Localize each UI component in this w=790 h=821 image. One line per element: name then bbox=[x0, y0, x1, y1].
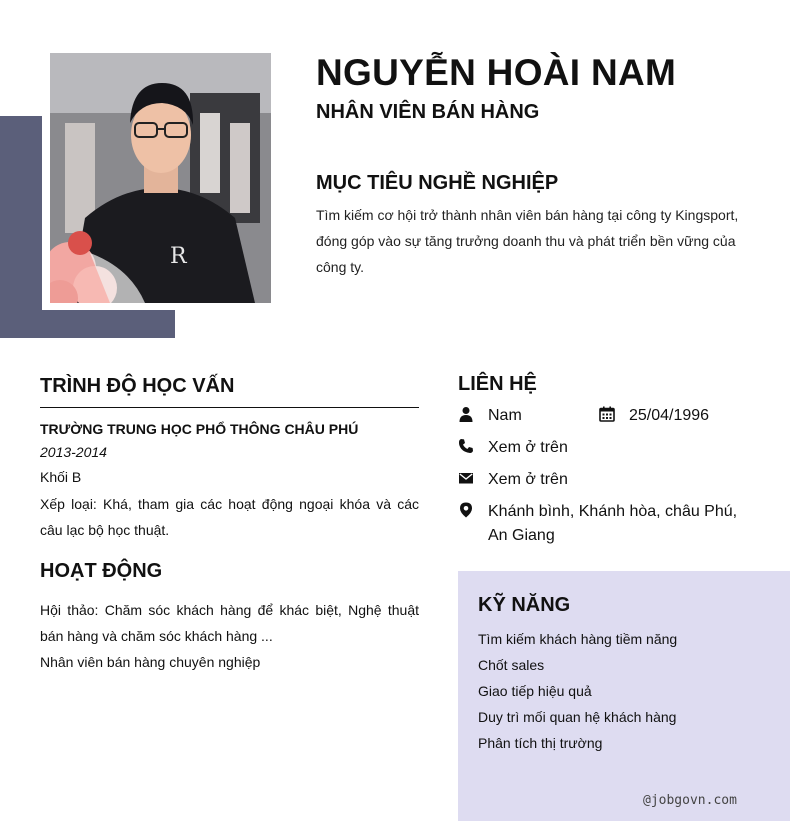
watermark: @jobgovn.com bbox=[643, 793, 737, 808]
skill-item: Tìm kiếm khách hàng tiềm năng bbox=[478, 631, 678, 647]
contact-phone bbox=[458, 436, 568, 460]
skill-item: Phân tích thị trường bbox=[478, 735, 603, 751]
education-heading: TRÌNH ĐỘ HỌC VẤN bbox=[40, 375, 235, 397]
activities-list bbox=[40, 597, 419, 675]
contact-address bbox=[458, 500, 758, 548]
school-name: TRƯỜNG TRUNG HỌC PHỔ THÔNG CHÂU PHÚ bbox=[40, 421, 359, 437]
skills-panel bbox=[458, 571, 790, 821]
skills-heading: KỸ NĂNG bbox=[478, 594, 571, 616]
person-icon bbox=[458, 406, 474, 422]
address-value: Khánh bình, Khánh hòa, châu Phú, An Giang bbox=[488, 503, 738, 544]
skill-item: Chốt sales bbox=[478, 657, 545, 673]
school-grade: Khối B bbox=[40, 469, 82, 485]
mail-icon bbox=[458, 470, 474, 486]
decorative-side-bar bbox=[0, 116, 42, 338]
objective-text: Tìm kiếm cơ hội trở thành nhân viên bán hàng tại công ty Kingsport, đóng góp vào sự tăng trưởng doanh thu và phát triển bền vững của công ty. bbox=[316, 207, 739, 275]
job-title: NHÂN VIÊN BÁN HÀNG bbox=[316, 101, 540, 123]
contact-dob bbox=[599, 404, 709, 428]
school-years: 2013-2014 bbox=[40, 444, 107, 460]
skill-item: Duy trì mối quan hệ khách hàng bbox=[478, 709, 677, 725]
skill-item: Giao tiếp hiệu quả bbox=[478, 683, 592, 699]
education-divider bbox=[40, 407, 419, 408]
dob-value: 25/04/1996 bbox=[629, 407, 710, 424]
email-value: Xem ở trên bbox=[488, 471, 568, 488]
skills-list bbox=[478, 626, 677, 756]
activity-item: Nhân viên bán hàng chuyên nghiệp bbox=[40, 654, 261, 670]
education-note: Xếp loại: Khá, tham gia các hoạt động ngoại khóa và các câu lạc bộ học thuật. bbox=[40, 496, 419, 538]
contact-email bbox=[458, 468, 568, 492]
candidate-name: NGUYỄN HOÀI NAM bbox=[316, 52, 677, 93]
calendar-icon bbox=[599, 406, 615, 422]
contact-heading: LIÊN HỆ bbox=[458, 373, 537, 395]
phone-value: Xem ở trên bbox=[488, 439, 568, 456]
activities-heading: HOẠT ĐỘNG bbox=[40, 560, 163, 582]
contact-gender bbox=[458, 404, 522, 428]
decorative-bottom-bar bbox=[0, 310, 175, 338]
svg-text:R: R bbox=[170, 244, 187, 269]
profile-photo bbox=[50, 53, 271, 303]
phone-icon bbox=[458, 438, 474, 454]
activity-item: Hội thảo: Chăm sóc khách hàng để khác biệt, Nghệ thuật bán hàng và chăm sóc khách hàng ... bbox=[40, 602, 419, 644]
gender-value: Nam bbox=[488, 407, 522, 424]
objective-heading: MỤC TIÊU NGHỀ NGHIỆP bbox=[316, 172, 559, 194]
location-pin-icon bbox=[458, 502, 474, 518]
